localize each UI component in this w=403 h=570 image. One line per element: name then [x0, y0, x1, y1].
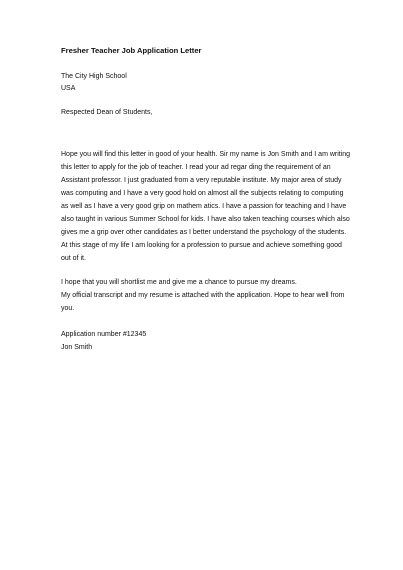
letter-title: Fresher Teacher Job Application Letter [61, 46, 202, 55]
salutation: Respected Dean of Students, [61, 109, 153, 116]
paragraph-line: also taught in various Summer School for kids. I have also taken teaching courses which also [61, 216, 350, 223]
paragraph-line: Hope you will find this letter in good of your health. Sir my name is Jon Smith and I am writing [61, 151, 351, 158]
paragraph-introduction [61, 148, 351, 265]
recipient-address [61, 71, 346, 94]
paragraph-line: I hope that you will shortlist me and give me a chance to pursue my dreams. [61, 279, 297, 286]
paragraph-line: At this stage of my life I am looking for a profession to pursue and achieve something good [61, 242, 342, 249]
signature-block [61, 328, 346, 354]
paragraph-line: My official transcript and my resume is attached with the application. Hope to hear well from [61, 292, 345, 299]
paragraph-line: out of it. [61, 255, 86, 262]
address-line-school: The City High School [61, 73, 127, 80]
paragraph-line: gives me a grip over other candidates as I better understand the psychology of the students. [61, 229, 347, 236]
paragraph-closing [61, 276, 346, 315]
paragraph-line: Assistant professor. I just graduated from a very reputable institute. My major area of study [61, 177, 342, 184]
paragraph-line: this letter to apply for the job of teacher. I read your ad regar ding the requirement of an [61, 164, 331, 171]
paragraph-line: you. [61, 305, 75, 312]
application-number: Application number #12345 [61, 331, 147, 338]
paragraph-line: as well as I have a very good grip on mathem atics. I have a passion for teaching and I have [61, 203, 347, 210]
address-line-country: USA [61, 84, 76, 92]
paragraph-line: was computing and I have a very good hold on almost all the subjects relating to computing [61, 190, 344, 197]
letter-body [61, 44, 351, 354]
signature-name: Jon Smith [61, 344, 93, 351]
